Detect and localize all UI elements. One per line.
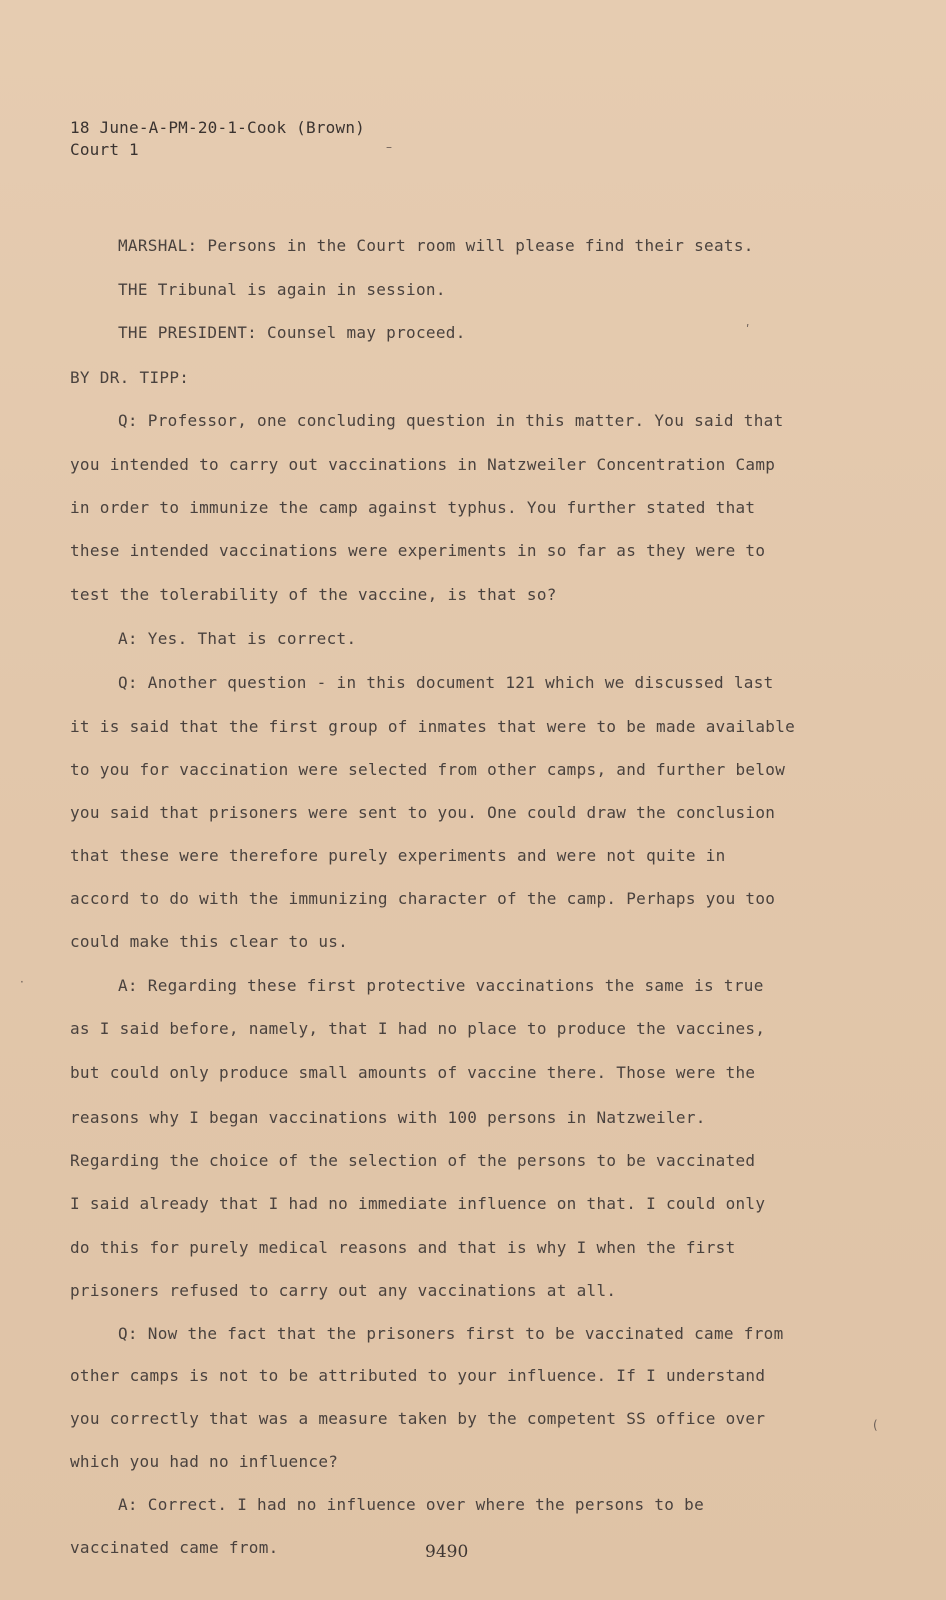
- transcript-line: these intended vaccinations were experiments in so far as they were to: [70, 541, 766, 560]
- transcript-line: Regarding the choice of the selection of the persons to be vaccinated: [70, 1151, 756, 1170]
- transcript-line: which you had no influence?: [70, 1452, 339, 1471]
- transcript-line: BY DR. TIPP:: [70, 368, 190, 387]
- stray-mark: ʹ: [746, 323, 750, 337]
- transcript-line: A: Regarding these first protective vaccinations the same is true: [118, 976, 764, 995]
- transcript-line: A: Yes. That is correct.: [118, 629, 357, 648]
- transcript-line: you intended to carry out vaccinations in Natzweiler Concentration Camp: [70, 455, 776, 474]
- transcript-line: MARSHAL: Persons in the Court room will please find their seats.: [118, 236, 754, 255]
- transcript-line: vaccinated came from.: [70, 1538, 279, 1557]
- stray-mark: ·: [20, 975, 24, 989]
- transcript-line: could make this clear to us.: [70, 932, 349, 951]
- transcript-line: you said that prisoners were sent to you. One could draw the conclusion: [70, 803, 776, 822]
- stray-mark: (: [873, 1418, 878, 1432]
- transcript-line: other camps is not to be attributed to your influence. If I understand: [70, 1366, 766, 1385]
- transcript-line: to you for vaccination were selected from other camps, and further below: [70, 760, 786, 779]
- transcript-line: I said already that I had no immediate influence on that. I could only: [70, 1194, 766, 1213]
- transcript-line: Q: Professor, one concluding question in this matter. You said that: [118, 411, 784, 430]
- transcript-line: A: Correct. I had no influence over where the persons to be: [118, 1495, 705, 1514]
- transcript-line: accord to do with the immunizing character of the camp. Perhaps you too: [70, 889, 776, 908]
- transcript-line: but could only produce small amounts of vaccine there. Those were the: [70, 1063, 756, 1082]
- stray-mark: –: [386, 140, 392, 154]
- transcript-line: Q: Now the fact that the prisoners first to be vaccinated came from: [118, 1324, 784, 1343]
- transcript-line: as I said before, namely, that I had no place to produce the vaccines,: [70, 1019, 766, 1038]
- transcript-line: do this for purely medical reasons and that is why I when the first: [70, 1238, 736, 1257]
- court-reference: Court 1: [70, 140, 139, 159]
- transcript-line: it is said that the first group of inmates that were to be made available: [70, 717, 796, 736]
- transcript-line: THE PRESIDENT: Counsel may proceed.: [118, 323, 466, 342]
- transcript-line: Q: Another question - in this document 121 which we discussed last: [118, 673, 774, 692]
- document-header: [70, 117, 365, 161]
- transcript-line: prisoners refused to carry out any vaccinations at all.: [70, 1281, 617, 1300]
- transcript-line: you correctly that was a measure taken by the competent SS office over: [70, 1409, 766, 1428]
- transcript-line: test the tolerability of the vaccine, is that so?: [70, 585, 557, 604]
- transcript-line: THE Tribunal is again in session.: [118, 280, 446, 299]
- transcript-line: in order to immunize the camp against typhus. You further stated that: [70, 498, 756, 517]
- session-reference: 18 June-A-PM-20-1-Cook (Brown): [70, 118, 365, 137]
- page-number: 9490: [425, 1542, 469, 1562]
- transcript-line: that these were therefore purely experiments and were not quite in: [70, 846, 726, 865]
- transcript-line: reasons why I began vaccinations with 100 persons in Natzweiler.: [70, 1108, 706, 1127]
